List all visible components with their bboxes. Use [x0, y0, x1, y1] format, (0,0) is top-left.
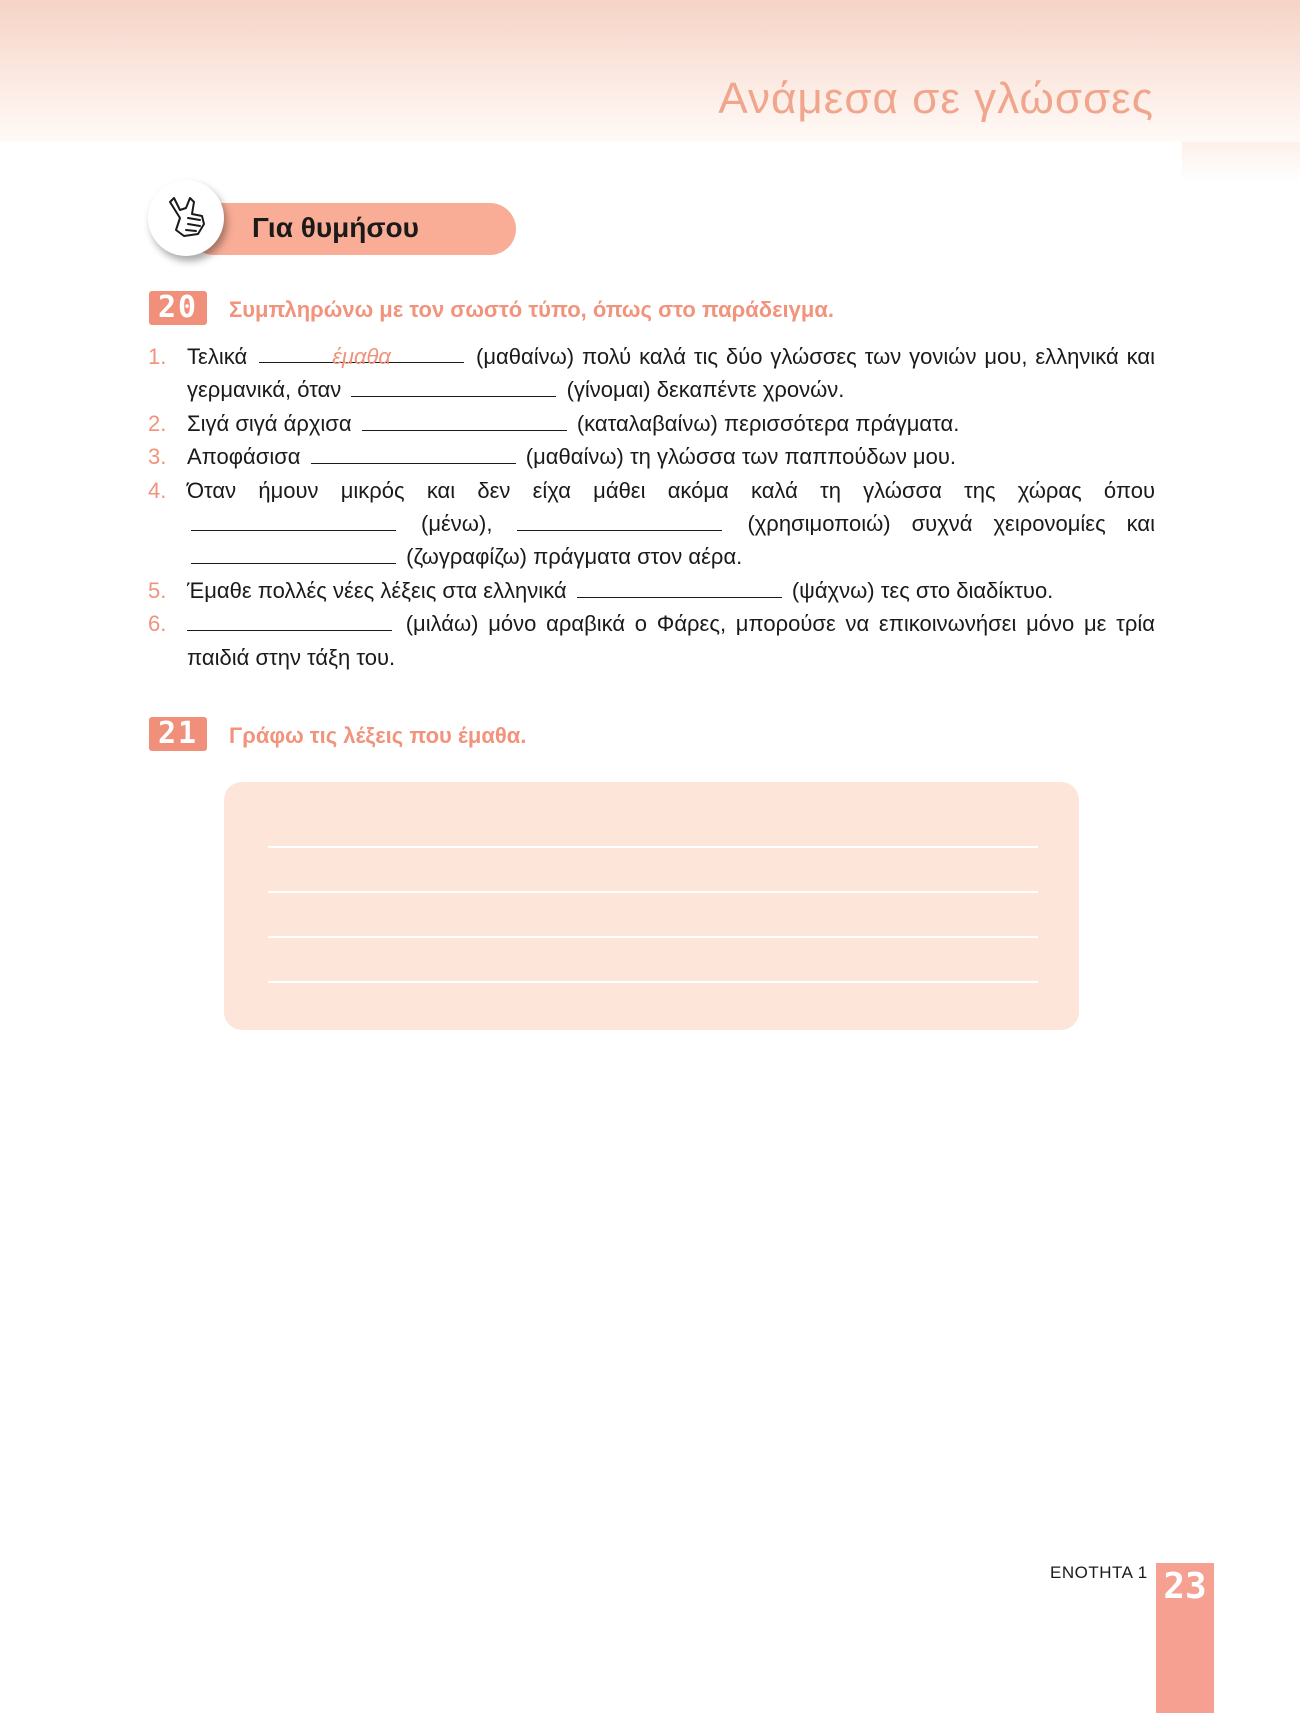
exercise-number-badge: 21	[149, 717, 207, 751]
item-text: Σιγά σιγά άρχισα	[187, 410, 352, 436]
item-number: 6.	[148, 611, 167, 637]
item-number: 2.	[148, 410, 167, 436]
item-number: 4.	[148, 477, 167, 503]
exercise-items-list	[148, 340, 1155, 674]
writing-line[interactable]	[268, 891, 1038, 893]
list-item	[148, 407, 1155, 440]
list-item	[148, 574, 1155, 607]
item-text: (μαθαίνω) τη γλώσσα των παππούδων μου.	[525, 444, 956, 470]
answer-blank[interactable]	[517, 508, 722, 531]
writing-line[interactable]	[268, 981, 1038, 983]
item-text: Όταν ήμουν μικρός και δεν είχα μάθει ακόμα καλά τη γλώσσα της χώρας όπου	[187, 477, 1155, 503]
section-label: Για θυμήσου	[252, 212, 419, 243]
item-text: Έμαθε πολλές νέες λέξεις στα ελληνικά	[187, 577, 567, 603]
answer-blank[interactable]	[351, 374, 556, 397]
answer-blank[interactable]	[362, 408, 567, 431]
header-fade	[1182, 142, 1300, 182]
exercise-number-badge: 20	[149, 291, 207, 325]
list-item	[148, 440, 1155, 473]
item-text: (καταλαβαίνω) περισσότερα πράγματα.	[576, 410, 960, 436]
item-text: (μένω),	[421, 511, 493, 537]
item-text: (γίνομαι) δεκαπέντε χρονών.	[566, 377, 845, 403]
writing-area[interactable]	[224, 782, 1079, 1030]
item-number: 5.	[148, 577, 167, 603]
answer-blank[interactable]	[191, 508, 396, 531]
answer-blank[interactable]	[187, 608, 392, 631]
example-answer: έμαθα	[332, 344, 391, 369]
item-text: Αποφάσισα	[187, 444, 301, 470]
item-text: (ζωγραφίζω) πράγματα στον αέρα.	[406, 544, 743, 570]
chapter-title: Ανάμεσα σε γλώσσες	[718, 74, 1154, 123]
item-number: 3.	[148, 444, 167, 470]
thumbs-up-hand-icon	[158, 190, 214, 246]
unit-label: ΕΝΟΤΗΤΑ 1	[1050, 1563, 1148, 1582]
item-number: 1.	[148, 344, 167, 369]
item-text: Τελικά	[187, 344, 248, 369]
item-text: (μαθαίνω) πολύ καλά τις δύο γλώσσες των γονιών μου, ελληνικά και γερμανικά, όταν	[187, 344, 1155, 403]
section-badge	[148, 180, 224, 256]
answer-blank[interactable]	[191, 541, 396, 564]
item-text: (μιλάω) μόνο αραβικά ο Φάρες, μπορούσε να επικοινωνήσει μόνο με τρία παιδιά στην τάξη του.	[187, 611, 1155, 670]
answer-blank[interactable]	[311, 441, 516, 464]
page-number: 23	[1163, 1566, 1207, 1607]
writing-line[interactable]	[268, 936, 1038, 938]
item-text: (ψάχνω) τες στο διαδίκτυο.	[791, 577, 1054, 603]
answer-blank[interactable]	[259, 340, 464, 369]
item-text: (χρησιμοποιώ) συχνά χειρονομίες και	[747, 511, 1155, 537]
exercise-instruction: Γράφω τις λέξεις που έμαθα.	[229, 723, 527, 748]
exercise-instruction: Συμπληρώνω με τον σωστό τύπο, όπως στο παράδειγμα.	[229, 297, 834, 322]
writing-line[interactable]	[268, 846, 1038, 848]
list-item	[148, 607, 1155, 674]
list-item	[148, 474, 1155, 574]
list-item	[148, 340, 1155, 407]
answer-blank[interactable]	[577, 575, 782, 598]
